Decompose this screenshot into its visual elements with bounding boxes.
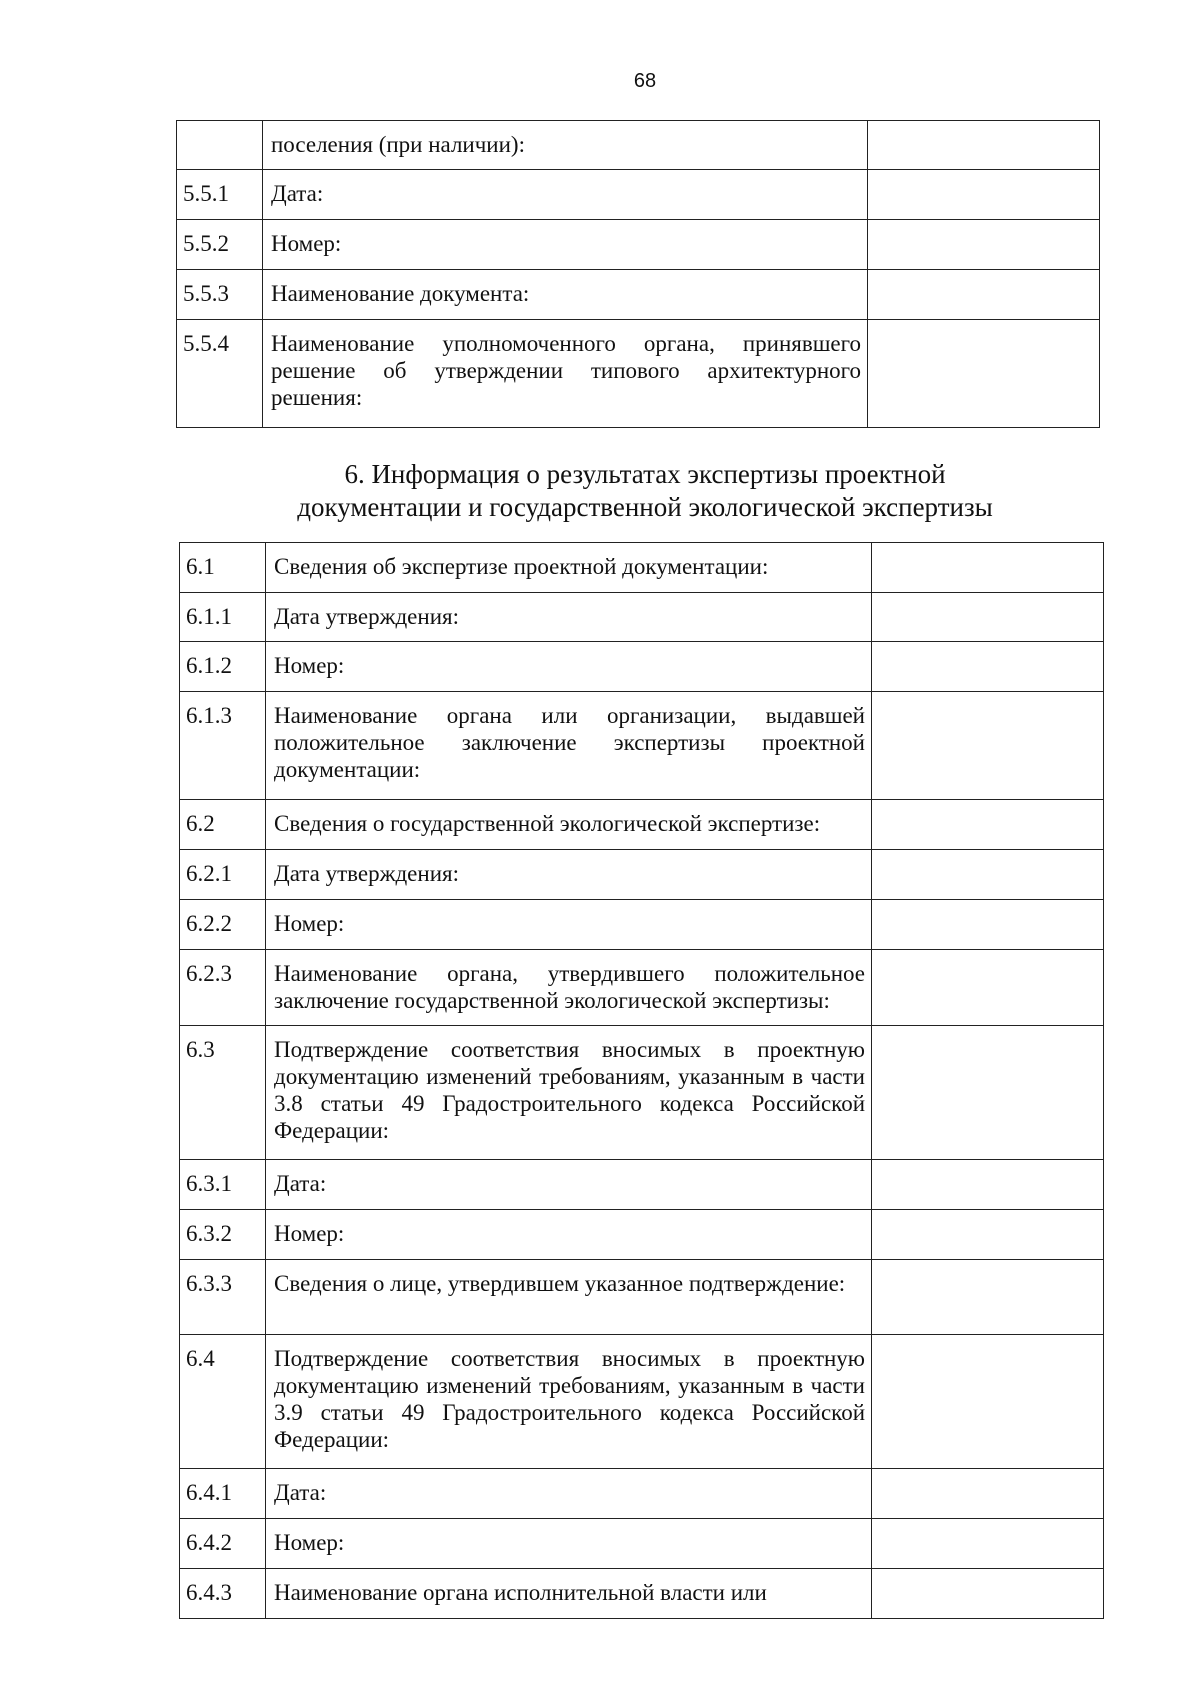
row-number: 6.2.1 xyxy=(180,850,266,900)
row-number: 6.1.3 xyxy=(180,692,266,800)
row-value-cell[interactable] xyxy=(872,593,1104,642)
row-number: 5.5.1 xyxy=(177,170,263,220)
row-label: Подтверждение соответствия вносимых в проектную документацию изменений требованиям, указанным в части 3.9 статьи 49 Градостроительного кодекса Российской Федерации: xyxy=(266,1335,872,1469)
row-value-cell[interactable] xyxy=(868,170,1100,220)
row-number: 5.5.2 xyxy=(177,220,263,270)
row-label: Сведения об экспертизе проектной документации: xyxy=(266,543,872,593)
table-row xyxy=(180,543,1104,593)
table-row xyxy=(180,692,1104,800)
table-row xyxy=(180,1210,1104,1260)
row-label: Номер: xyxy=(266,1210,872,1260)
table-row xyxy=(180,950,1104,1026)
row-label: Наименование органа исполнительной власти или xyxy=(266,1569,872,1619)
row-number: 6.3.2 xyxy=(180,1210,266,1260)
table-row xyxy=(180,1260,1104,1335)
row-label: Наименование документа: xyxy=(263,270,868,320)
row-number: 6.2 xyxy=(180,800,266,850)
row-label: поселения (при наличии): xyxy=(263,121,868,170)
row-number: 6.1.2 xyxy=(180,642,266,692)
row-number: 6.4.2 xyxy=(180,1519,266,1569)
row-label: Наименование органа, утвердившего положительное заключение государственной экологической экспертизы: xyxy=(266,950,872,1026)
table-row xyxy=(180,900,1104,950)
row-label: Номер: xyxy=(266,1519,872,1569)
table-row xyxy=(180,642,1104,692)
row-label: Наименование органа или организации, выдавшей положительное заключение экспертизы проектной документации: xyxy=(266,692,872,800)
row-label: Номер: xyxy=(263,220,868,270)
table-row xyxy=(177,220,1100,270)
row-value-cell[interactable] xyxy=(872,1260,1104,1335)
row-label: Дата утверждения: xyxy=(266,850,872,900)
row-value-cell[interactable] xyxy=(868,320,1100,428)
section-6-table xyxy=(179,542,1104,1619)
row-number: 6.1 xyxy=(180,543,266,593)
row-value-cell[interactable] xyxy=(872,850,1104,900)
row-number: 6.4.1 xyxy=(180,1469,266,1519)
table-row xyxy=(180,1519,1104,1569)
row-label: Сведения о лице, утвердившем указанное подтверждение: xyxy=(266,1260,872,1335)
row-value-cell[interactable] xyxy=(872,1519,1104,1569)
row-value-cell[interactable] xyxy=(868,220,1100,270)
row-number: 6.3.1 xyxy=(180,1160,266,1210)
row-number: 6.4 xyxy=(180,1335,266,1469)
row-number: 5.5.4 xyxy=(177,320,263,428)
table-row xyxy=(180,1469,1104,1519)
row-value-cell[interactable] xyxy=(872,1160,1104,1210)
section-5-table xyxy=(176,120,1100,428)
table-row xyxy=(180,1160,1104,1210)
table-row xyxy=(177,320,1100,428)
row-label: Номер: xyxy=(266,642,872,692)
row-number: 6.4.3 xyxy=(180,1569,266,1619)
row-value-cell[interactable] xyxy=(872,1335,1104,1469)
row-label: Наименование уполномоченного органа, принявшего решение об утверждении типового архитектурного решения: xyxy=(263,320,868,428)
table-row xyxy=(177,170,1100,220)
row-value-cell[interactable] xyxy=(872,543,1104,593)
row-value-cell[interactable] xyxy=(872,642,1104,692)
row-value-cell[interactable] xyxy=(872,900,1104,950)
table-row xyxy=(180,1335,1104,1469)
section-6-heading-line-2: документации и государственной экологической экспертизы xyxy=(297,492,993,522)
table-row xyxy=(177,121,1100,170)
row-value-cell[interactable] xyxy=(872,1469,1104,1519)
row-number xyxy=(177,121,263,170)
row-number: 5.5.3 xyxy=(177,270,263,320)
row-label: Сведения о государственной экологической экспертизе: xyxy=(266,800,872,850)
section-6-heading-line-1: 6. Информация о результатах экспертизы проектной xyxy=(344,459,946,489)
row-number: 6.1.1 xyxy=(180,593,266,642)
row-value-cell[interactable] xyxy=(872,692,1104,800)
row-number: 6.3 xyxy=(180,1026,266,1160)
row-value-cell[interactable] xyxy=(872,800,1104,850)
row-number: 6.2.2 xyxy=(180,900,266,950)
row-label: Подтверждение соответствия вносимых в проектную документацию изменений требованиям, указанным в части 3.8 статьи 49 Градостроительного кодекса Российской Федерации: xyxy=(266,1026,872,1160)
row-number: 6.3.3 xyxy=(180,1260,266,1335)
table-row xyxy=(180,1569,1104,1619)
row-number: 6.2.3 xyxy=(180,950,266,1026)
row-value-cell[interactable] xyxy=(868,270,1100,320)
row-value-cell[interactable] xyxy=(872,1026,1104,1160)
row-value-cell[interactable] xyxy=(872,1210,1104,1260)
page-number: 68 xyxy=(633,70,657,92)
table-row xyxy=(180,800,1104,850)
row-label: Дата: xyxy=(266,1160,872,1210)
row-label: Дата: xyxy=(263,170,868,220)
row-value-cell[interactable] xyxy=(868,121,1100,170)
row-value-cell[interactable] xyxy=(872,1569,1104,1619)
table-row xyxy=(180,1026,1104,1160)
table-row xyxy=(177,270,1100,320)
row-label: Дата утверждения: xyxy=(266,593,872,642)
table-row xyxy=(180,850,1104,900)
row-label: Номер: xyxy=(266,900,872,950)
table-row xyxy=(180,593,1104,642)
section-6-heading xyxy=(230,458,1060,524)
row-value-cell[interactable] xyxy=(872,950,1104,1026)
row-label: Дата: xyxy=(266,1469,872,1519)
